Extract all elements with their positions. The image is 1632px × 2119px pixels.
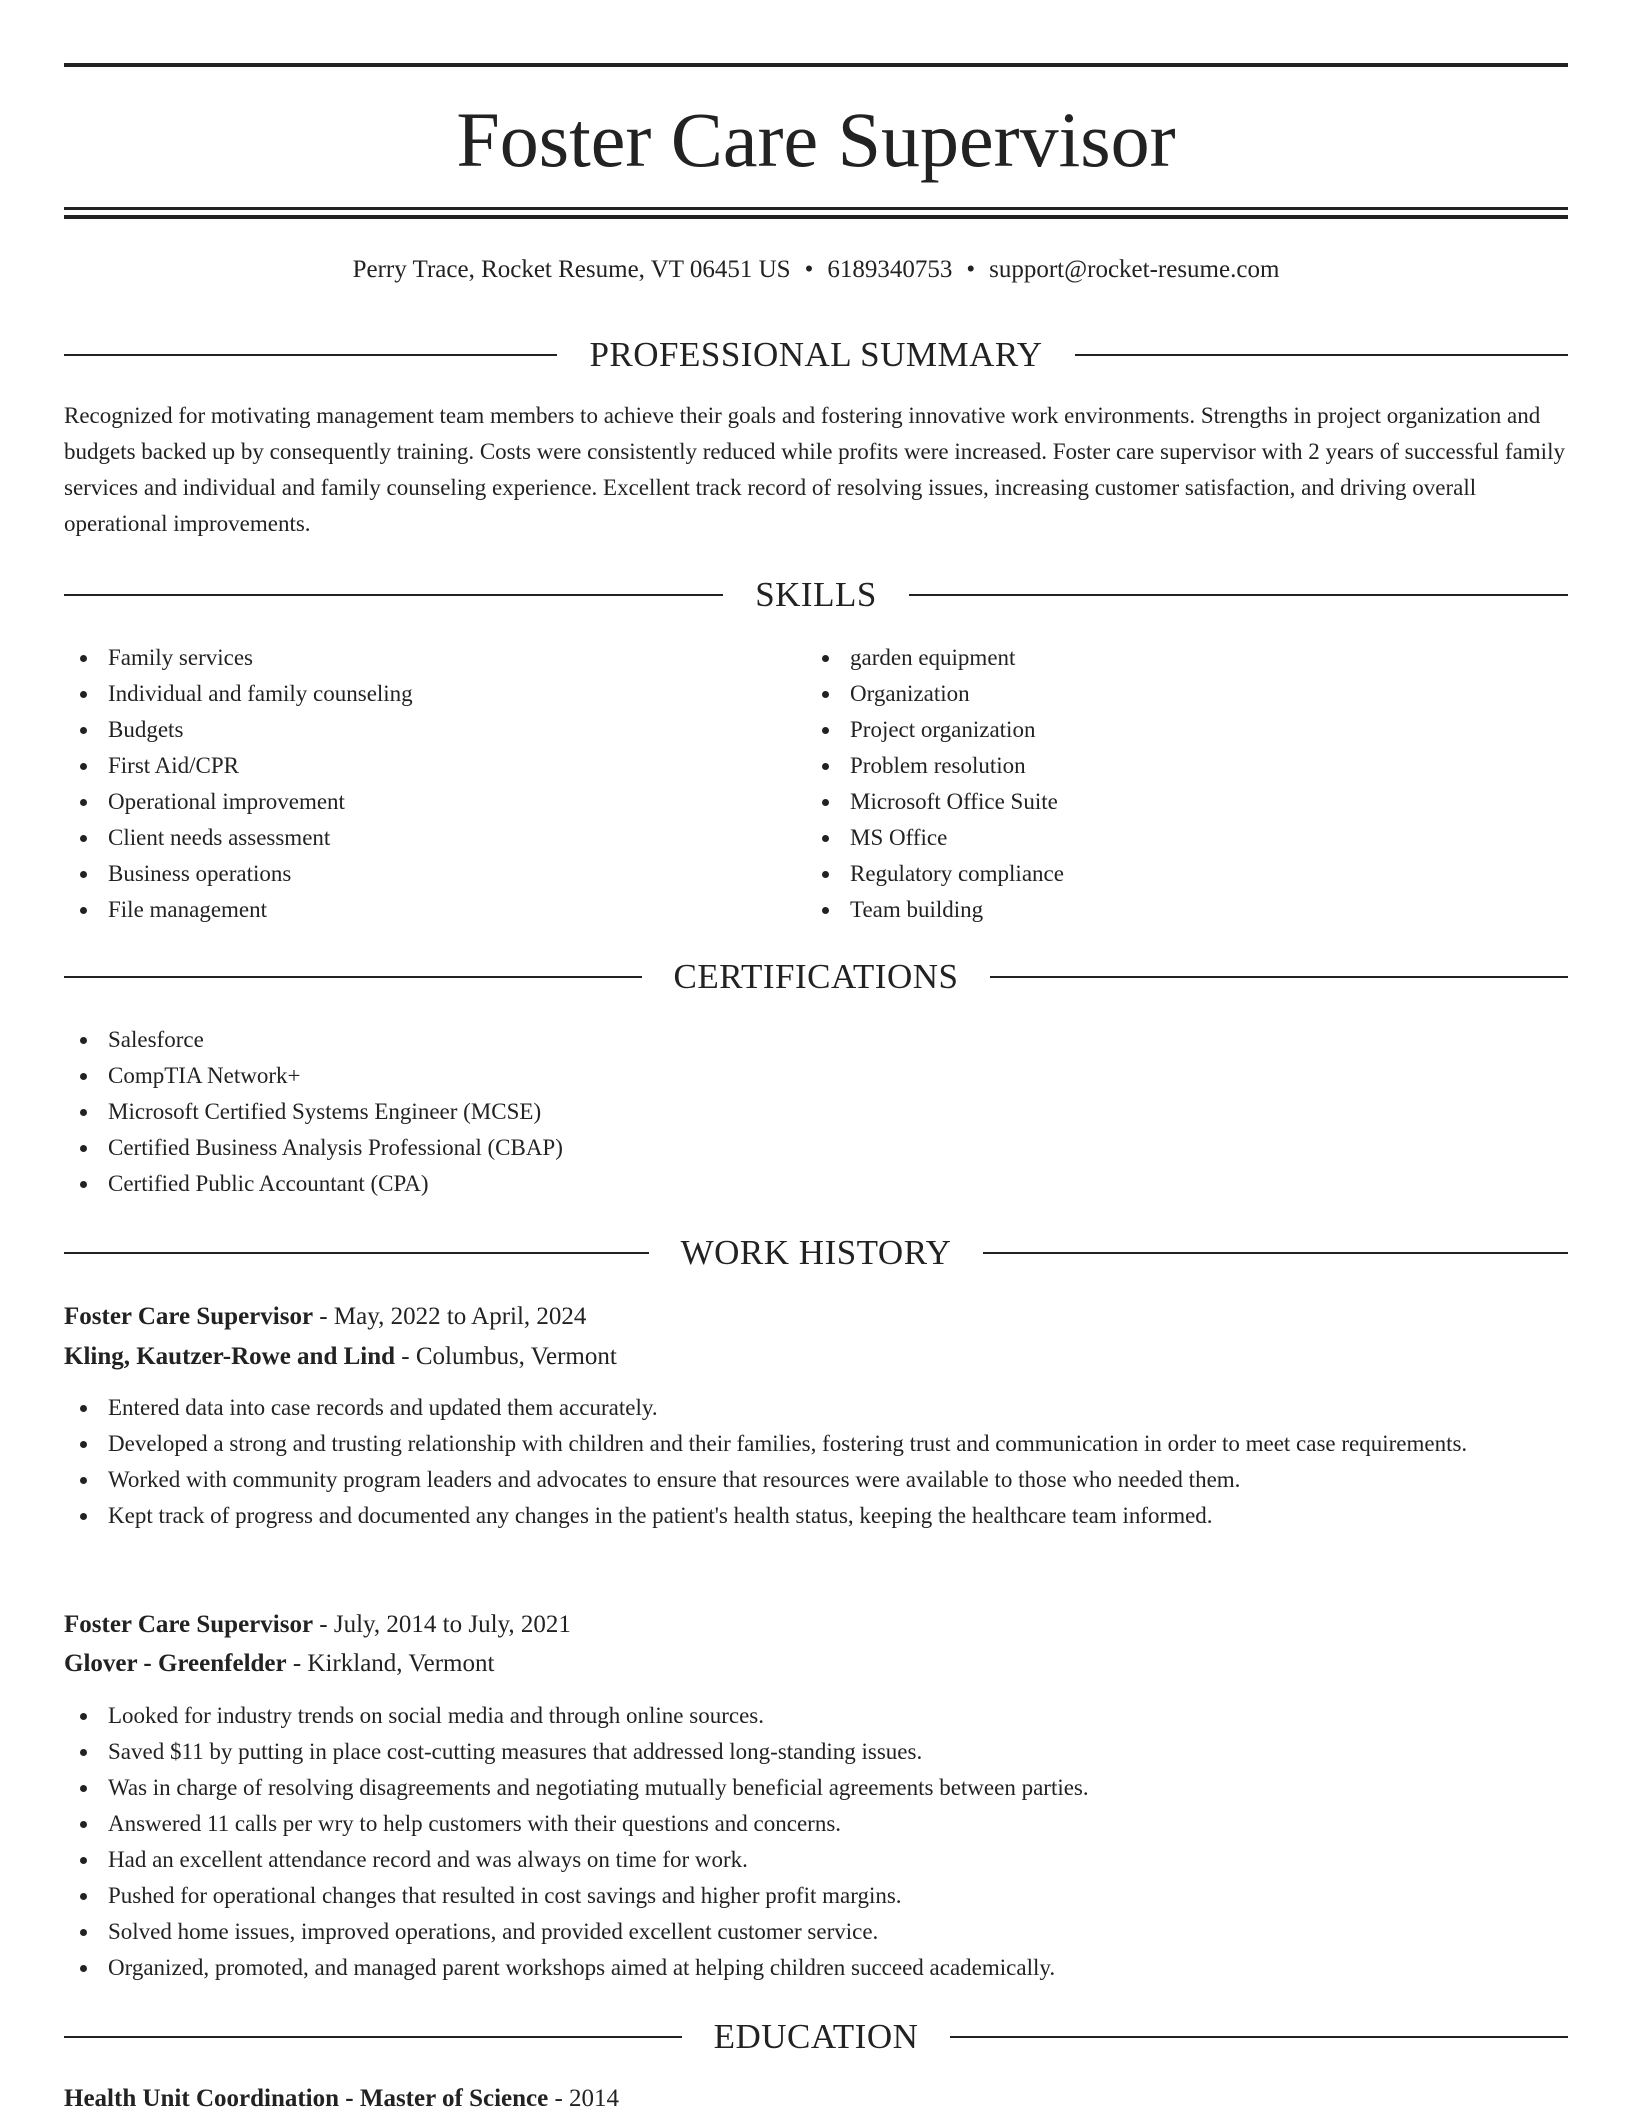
certification-item: Certified Business Analysis Professional (CBAP)	[64, 1130, 1568, 1166]
skill-item: File management	[64, 892, 804, 928]
job-company-line	[64, 1337, 1568, 1377]
section-heading-education	[64, 2015, 1568, 2059]
job-duties-list	[64, 1698, 1544, 1986]
contact-email: support@rocket-resume.com	[989, 256, 1280, 283]
top-rule	[64, 63, 1568, 67]
job-duties-list	[64, 1390, 1544, 1534]
contact-separator: •	[966, 256, 976, 283]
skill-item: Regulatory compliance	[806, 856, 1546, 892]
job-duty-item: Was in charge of resolving disagreements and negotiating mutually beneficial agreements between parties.	[64, 1770, 1544, 1806]
job-company: Glover - Greenfelder	[64, 1650, 287, 1677]
skill-item: First Aid/CPR	[64, 748, 804, 784]
skill-item: Client needs assessment	[64, 820, 804, 856]
contact-phone: 6189340753	[827, 256, 953, 283]
skill-item: garden equipment	[806, 640, 1546, 676]
job-duty-item: Organized, promoted, and managed parent workshops aimed at helping children succeed academically.	[64, 1950, 1544, 1986]
skill-item: Business operations	[64, 856, 804, 892]
heading-rule	[64, 594, 723, 596]
heading-rule	[64, 354, 557, 356]
job-company: Kling, Kautzer-Rowe and Lind	[64, 1343, 396, 1370]
job-duty-item: Pushed for operational changes that resulted in cost savings and higher profit margins.	[64, 1878, 1544, 1914]
section-heading-certifications	[64, 955, 1568, 999]
heading-rule	[950, 2036, 1568, 2038]
skill-item: Budgets	[64, 712, 804, 748]
heading-rule	[1075, 354, 1568, 356]
summary-paragraph: Recognized for motivating management team members to achieve their goals and fostering innovative work environments. Strengths in project organization and budgets backed up by consequently training. Costs were consistently reduced while profits were increased. Foster care supervisor with 2 years of successful family services and individual and family counseling experience. Excellent track record of resolving issues, increasing customer satisfaction, and driving overall operational improvements.	[64, 403, 1565, 536]
job-duty-item: Had an excellent attendance record and was always on time for work.	[64, 1842, 1544, 1878]
section-title: WORK HISTORY	[680, 1233, 952, 1272]
certification-item: Microsoft Certified Systems Engineer (MCSE)	[64, 1094, 1568, 1130]
heading-rule	[64, 2036, 682, 2038]
job-location: - Kirkland, Vermont	[286, 1650, 495, 1677]
section-heading-work-history	[64, 1231, 1568, 1275]
title-double-rule-upper	[64, 207, 1568, 210]
job-duty-item: Worked with community program leaders and advocates to ensure that resources were available to those who needed them.	[64, 1462, 1544, 1498]
job-duty-item: Kept track of progress and documented any changes in the patient's health status, keeping the healthcare team informed.	[64, 1498, 1544, 1534]
heading-rule	[909, 594, 1568, 596]
certification-item: Salesforce	[64, 1022, 1568, 1058]
heading-rule	[64, 1252, 649, 1254]
education-year: - 2014	[548, 2085, 620, 2112]
skill-item: Family services	[64, 640, 804, 676]
skill-item: Microsoft Office Suite	[806, 784, 1546, 820]
skill-item: Project organization	[806, 712, 1546, 748]
job-duty-item: Looked for industry trends on social media and through online sources.	[64, 1698, 1544, 1734]
skill-item: Individual and family counseling	[64, 676, 804, 712]
skill-item: Team building	[806, 892, 1546, 928]
skills-list-right	[806, 640, 1546, 928]
job-duty-item: Answered 11 calls per wry to help customers with their questions and concerns.	[64, 1806, 1544, 1842]
certifications-list	[64, 1022, 1568, 1202]
job-company-line	[64, 1644, 1568, 1684]
certification-item: CompTIA Network+	[64, 1058, 1568, 1094]
job-title-line	[64, 1297, 1568, 1337]
section-title: CERTIFICATIONS	[673, 957, 959, 996]
skill-item: Organization	[806, 676, 1546, 712]
certification-item: Certified Public Accountant (CPA)	[64, 1166, 1568, 1202]
education-line	[64, 2079, 1568, 2119]
skill-item: Operational improvement	[64, 784, 804, 820]
contact-separator: •	[804, 256, 814, 283]
skills-list-left	[64, 640, 804, 928]
job-duty-item: Saved $11 by putting in place cost-cutting measures that addressed long-standing issues.	[64, 1734, 1544, 1770]
skill-item: Problem resolution	[806, 748, 1546, 784]
section-heading-summary	[64, 333, 1568, 377]
heading-rule	[990, 976, 1568, 978]
section-heading-skills	[64, 573, 1568, 617]
section-title: EDUCATION	[713, 2017, 919, 2056]
contact-line	[64, 250, 1568, 290]
skill-item: MS Office	[806, 820, 1546, 856]
job-title: Foster Care Supervisor	[64, 1303, 314, 1330]
heading-rule	[983, 1252, 1568, 1254]
education-degree: Health Unit Coordination - Master of Science	[64, 2085, 549, 2112]
job-title: Foster Care Supervisor	[64, 1611, 314, 1638]
job-duty-item: Entered data into case records and updated them accurately.	[64, 1390, 1544, 1426]
job-duty-item: Solved home issues, improved operations, and provided excellent customer service.	[64, 1914, 1544, 1950]
title-double-rule-lower	[64, 215, 1568, 219]
job-duty-item: Developed a strong and trusting relationship with children and their families, fostering trust and communication in order to meet case requirements.	[64, 1426, 1544, 1462]
heading-rule	[64, 976, 642, 978]
section-title: SKILLS	[755, 575, 877, 614]
job-title-line	[64, 1605, 1568, 1645]
job-location: - Columbus, Vermont	[395, 1343, 617, 1370]
job-dates: - July, 2014 to July, 2021	[313, 1611, 571, 1638]
contact-address: Perry Trace, Rocket Resume, VT 06451 US	[352, 256, 791, 283]
resume-title: Foster Care Supervisor	[456, 96, 1176, 183]
job-dates: - May, 2022 to April, 2024	[313, 1303, 587, 1330]
section-title: PROFESSIONAL SUMMARY	[589, 335, 1043, 374]
